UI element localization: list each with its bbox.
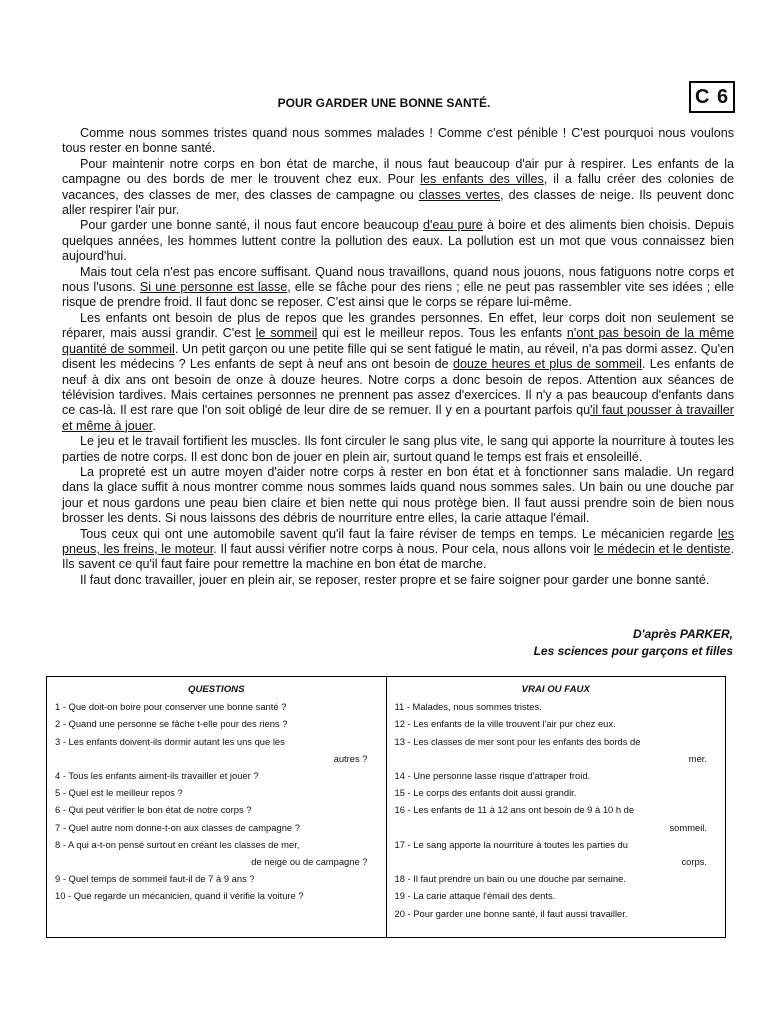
truefalse-item (395, 767, 718, 784)
item-text: 10 - Que regarde un mécanicien, quand il vérifie la voiture ? (55, 890, 304, 902)
paragraph (62, 157, 734, 219)
lesson-code-badge: C 6 (689, 81, 735, 113)
underlined-phrase: classes vertes (418, 187, 501, 202)
text-segment: . Un petit garçon ou une petite fille qui se sent fatigué le matin, au réveil, n'a pas dormi assez. Qu'en disent les médecins ? Les enfants de sept à neuf ans ont besoin de (62, 341, 734, 372)
truefalse-item (395, 870, 718, 887)
truefalse-list (395, 698, 718, 922)
paragraph (62, 218, 734, 264)
text-segment: à boire et des aliments bien choisis. Depuis quelques années, les hommes luttent contre la pollution des eaux. La pollution est un mot que vous connaissez bien aujourd'hui. (62, 218, 734, 264)
underlined-phrase: les enfants des villes (420, 172, 544, 187)
text-segment: Il faut donc travailler, jouer en plein air, se reposer, rester propre et se faire soigner pour garder une bonne santé. (80, 572, 710, 587)
text-segment: Les enfants ont besoin de plus de repos que les grandes personnes. En effet, leur corps doit non seulement se réparer, mais aussi grandir. C'est (62, 310, 734, 341)
truefalse-item (395, 887, 718, 904)
text-segment: . Les enfants de neuf à dix ans ont besoin de onze à douze heures. Notre corps a donc besoin de repos. Attention aux séances de télévision tardives. Mais certaines personnes ne prennent pas assez d'exercices. Il n'y a pas beaucoup d'enfants dans ce cas-là. Il est rare que l'on soit obligé de leur dire de se remuer. Il y en a pourtant parfois qu (62, 357, 735, 418)
item-text: 17 - Le sang apporte la nourriture à toutes les parties du (394, 838, 628, 850)
item-text: 19 - La carie attaque l'émail des dents. (394, 890, 556, 902)
question-item (55, 887, 378, 904)
item-text-continuation: mer. (688, 752, 707, 764)
text-segment: . Il faut aussi vérifier notre corps à nous. Pour cela, nous allons voir (213, 541, 594, 556)
underlined-phrase: 'il faut pousser à travailler et même à jouer (62, 403, 734, 433)
question-item (55, 784, 378, 801)
questions-column (47, 677, 387, 937)
underlined-phrase: le médecin et le dentiste (593, 541, 731, 556)
item-text: 8 - A qui a-t-on pensé surtout en créant les classes de mer, (55, 838, 300, 850)
item-text: 3 - Les enfants doivent-ils dormir autant les uns que les (55, 735, 285, 747)
truefalse-item (395, 715, 718, 732)
attribution-source: Les sciences pour garçons et filles (533, 644, 733, 658)
text-segment: Le jeu et le travail fortifient les muscles. Ils font circuler le sang plus vite, le sang qui apporte la nourriture à toutes les parties de notre corps. Il est donc bon de jouer en plein air, surtout quand le temps est frais et ensoleillé. (62, 434, 734, 464)
text-segment: Comme nous sommes tristes quand nous sommes malades ! Comme c'est pénible ! C'est pourquoi nous voulons tous rester en bonne santé. (62, 126, 734, 156)
item-text: 15 - Le corps des enfants doit aussi grandir. (394, 787, 577, 799)
paragraph (62, 527, 734, 573)
item-text: 7 - Quel autre nom donne-t-on aux classes de campagne ? (55, 821, 300, 833)
item-text: 12 - Les enfants de la ville trouvent l'air pur chez eux. (394, 718, 616, 730)
attribution-author: D'après PARKER, (633, 627, 733, 641)
text-segment: . Ils savent ce qu'il faut faire pour remettre la machine en bon état de marche. (62, 541, 734, 572)
item-text-continuation: de neige ou de campagne ? (251, 856, 368, 868)
paragraph (62, 265, 734, 311)
truefalse-item (395, 836, 718, 870)
page-title: POUR GARDER UNE BONNE SANTÉ. (277, 96, 491, 110)
truefalse-column (387, 677, 726, 937)
item-text: 14 - Une personne lasse risque d'attraper froid. (394, 770, 591, 782)
exercise-table (46, 676, 726, 938)
paragraph (62, 311, 734, 434)
paragraph (62, 126, 734, 157)
item-text: 18 - Il faut prendre un bain ou une douche par semaine. (394, 873, 626, 885)
item-text: 20 - Pour garder une bonne santé, il faut aussi travailler. (394, 907, 628, 919)
text-segment: Pour maintenir notre corps en bon état de marche, il nous faut beaucoup d'air pur à respirer. Les enfants de la campagne ou des bords de mer le trouvent chez eux. Pour (62, 156, 734, 187)
item-text: 11 - Malades, nous sommes tristes. (394, 701, 542, 713)
underlined-phrase: le sommeil (255, 326, 318, 341)
underlined-phrase: d'eau pure (422, 218, 483, 233)
item-text-continuation: corps. (681, 856, 707, 868)
questions-list (55, 698, 378, 904)
truefalse-item (395, 905, 718, 922)
question-item (55, 870, 378, 887)
item-text-continuation: autres ? (333, 752, 368, 764)
question-item (55, 836, 378, 870)
item-text: 16 - Les enfants de 11 à 12 ans ont besoin de 9 à 10 h de (394, 804, 635, 816)
text-segment: , des classes de neige. Ils peuvent donc aller respirer l'air pur. (62, 187, 734, 218)
item-text: 13 - Les classes de mer sont pour les enfants des bords de (394, 735, 641, 747)
question-item (55, 767, 378, 784)
truefalse-item (395, 733, 718, 767)
item-text: 4 - Tous les enfants aiment-ils travailler et jouer ? (55, 770, 259, 782)
truefalse-item (395, 784, 718, 801)
truefalse-item (395, 801, 718, 835)
question-item (55, 801, 378, 818)
paragraph (62, 465, 734, 527)
item-text: 1 - Que doit-on boire pour conserver une bonne santé ? (55, 701, 287, 713)
truefalse-item (395, 698, 718, 715)
text-segment: Pour garder une bonne santé, il nous faut encore beaucoup (80, 218, 423, 233)
text-segment: . (152, 418, 156, 433)
truefalse-heading: VRAI OU FAUX (521, 684, 590, 695)
text-segment: Tous ceux qui ont une automobile savent qu'il faut la faire réviser de temps en temps. Le mécanicien regarde (80, 526, 718, 541)
item-text: 5 - Quel est le meilleur repos ? (55, 787, 183, 799)
question-item (55, 715, 378, 732)
question-item (55, 819, 378, 836)
attribution (534, 626, 733, 660)
item-text: 2 - Quand une personne se fâche t-elle pour des riens ? (55, 718, 288, 730)
article-body (62, 126, 734, 588)
text-segment: Mais tout cela n'est pas encore suffisant. Quand nous travaillons, quand nous jouons, nous fatiguons notre corps et nous l'usons. (62, 264, 734, 295)
underlined-phrase: les pneus, les freins, le moteur (62, 526, 734, 556)
text-segment: , il a fallu créer des colonies de vacances, des classes de mer, des classes de campagne ou (62, 172, 734, 202)
questions-heading: QUESTIONS (187, 684, 245, 695)
text-segment: , elle se fâche pour des riens ; elle ne peut pas rassembler vite ses idées ; elle risque de prendre froid. Il faut donc se reposer. C'est ainsi que le corps se répare lui-même. (62, 280, 735, 310)
paragraph (62, 573, 734, 588)
underlined-phrase: douze heures et plus de sommeil (452, 357, 642, 372)
question-item (55, 698, 378, 715)
text-segment: La propreté est un autre moyen d'aider notre corps à rester en bon état et à fonctionner sans maladie. Un regard dans la glace suffit à nous montrer comme nous sommes laids quand nous sommes sales. Un bain ou une douche par jour et nous gardons une peau bien claire et bien nette qui nous protège bien. Il faut aussi prendre soin de bien nous brosser les dents. Si nous laissons des débris de nourriture entre elles, la carie attaque l'émail. (62, 464, 734, 526)
text-segment: qui est le meilleur repos. Tous les enfants (317, 326, 567, 341)
item-text: 9 - Quel temps de sommeil faut-il de 7 à 9 ans ? (55, 873, 255, 885)
underlined-phrase: n'ont pas besoin de la même quantité de sommeil (62, 326, 734, 356)
item-text-continuation: sommeil. (669, 821, 707, 833)
item-text: 6 - Qui peut vérifier le bon état de notre corps ? (55, 804, 252, 816)
underlined-phrase: Si une personne est lasse (139, 280, 288, 295)
paragraph (62, 434, 734, 465)
question-item (55, 733, 378, 767)
